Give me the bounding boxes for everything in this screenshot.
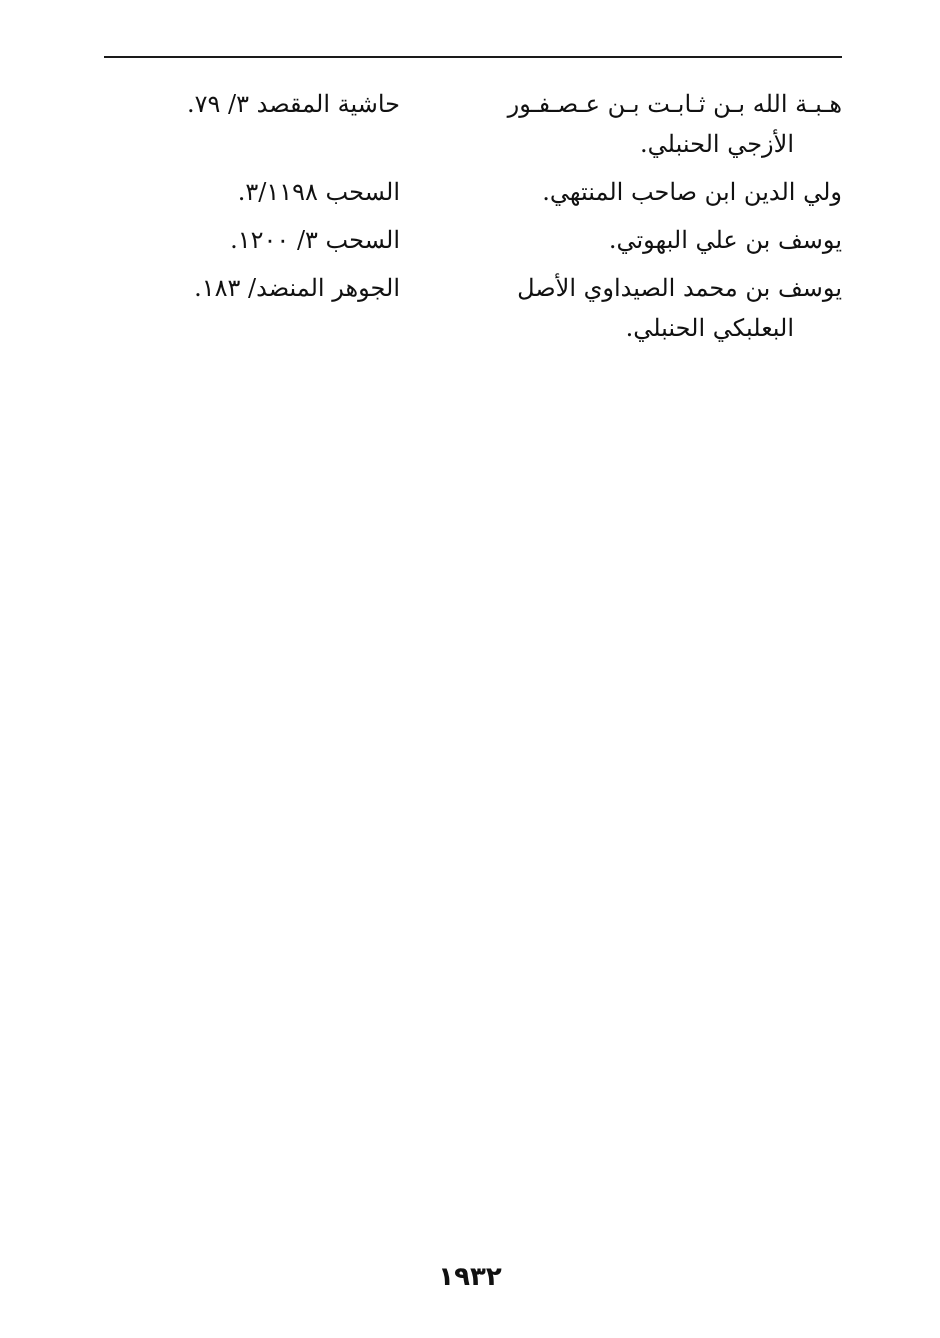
entry-row xyxy=(104,172,842,212)
entry-source: السحب ٣/١١٩٨. xyxy=(237,178,400,206)
entry-name-line: يوسف بن علي البهوتي. xyxy=(608,226,842,254)
page-number: ١٩٣٢ xyxy=(438,1262,502,1292)
entry-name xyxy=(512,220,842,260)
entry-row xyxy=(104,268,842,348)
entry-name-line: البعلبكي الحنبلي. xyxy=(625,314,794,342)
entry-source: الجوهر المنضد/ ١٨٣. xyxy=(194,274,400,302)
entry-name xyxy=(507,84,842,164)
entry-name-line: هـبـة الله بـن ثـابـت بـن عـصـفـور xyxy=(507,90,842,118)
entry-source: السحب ٣/ ١٢٠٠. xyxy=(230,226,400,254)
entry-row xyxy=(104,84,842,164)
entry-name-line: يوسف بن محمد الصيداوي الأصل xyxy=(517,274,842,302)
entry-row xyxy=(104,220,842,260)
entry-source: حاشية المقصد ٣/ ٧٩. xyxy=(186,90,400,118)
entry-name-line: ولي الدين ابن صاحب المنتهي. xyxy=(542,178,842,206)
entry-name xyxy=(512,172,842,212)
entry-name xyxy=(512,268,842,348)
entries-list xyxy=(104,84,842,356)
entry-name-line: الأزجي الحنبلي. xyxy=(640,130,794,158)
header-rule xyxy=(104,56,842,58)
